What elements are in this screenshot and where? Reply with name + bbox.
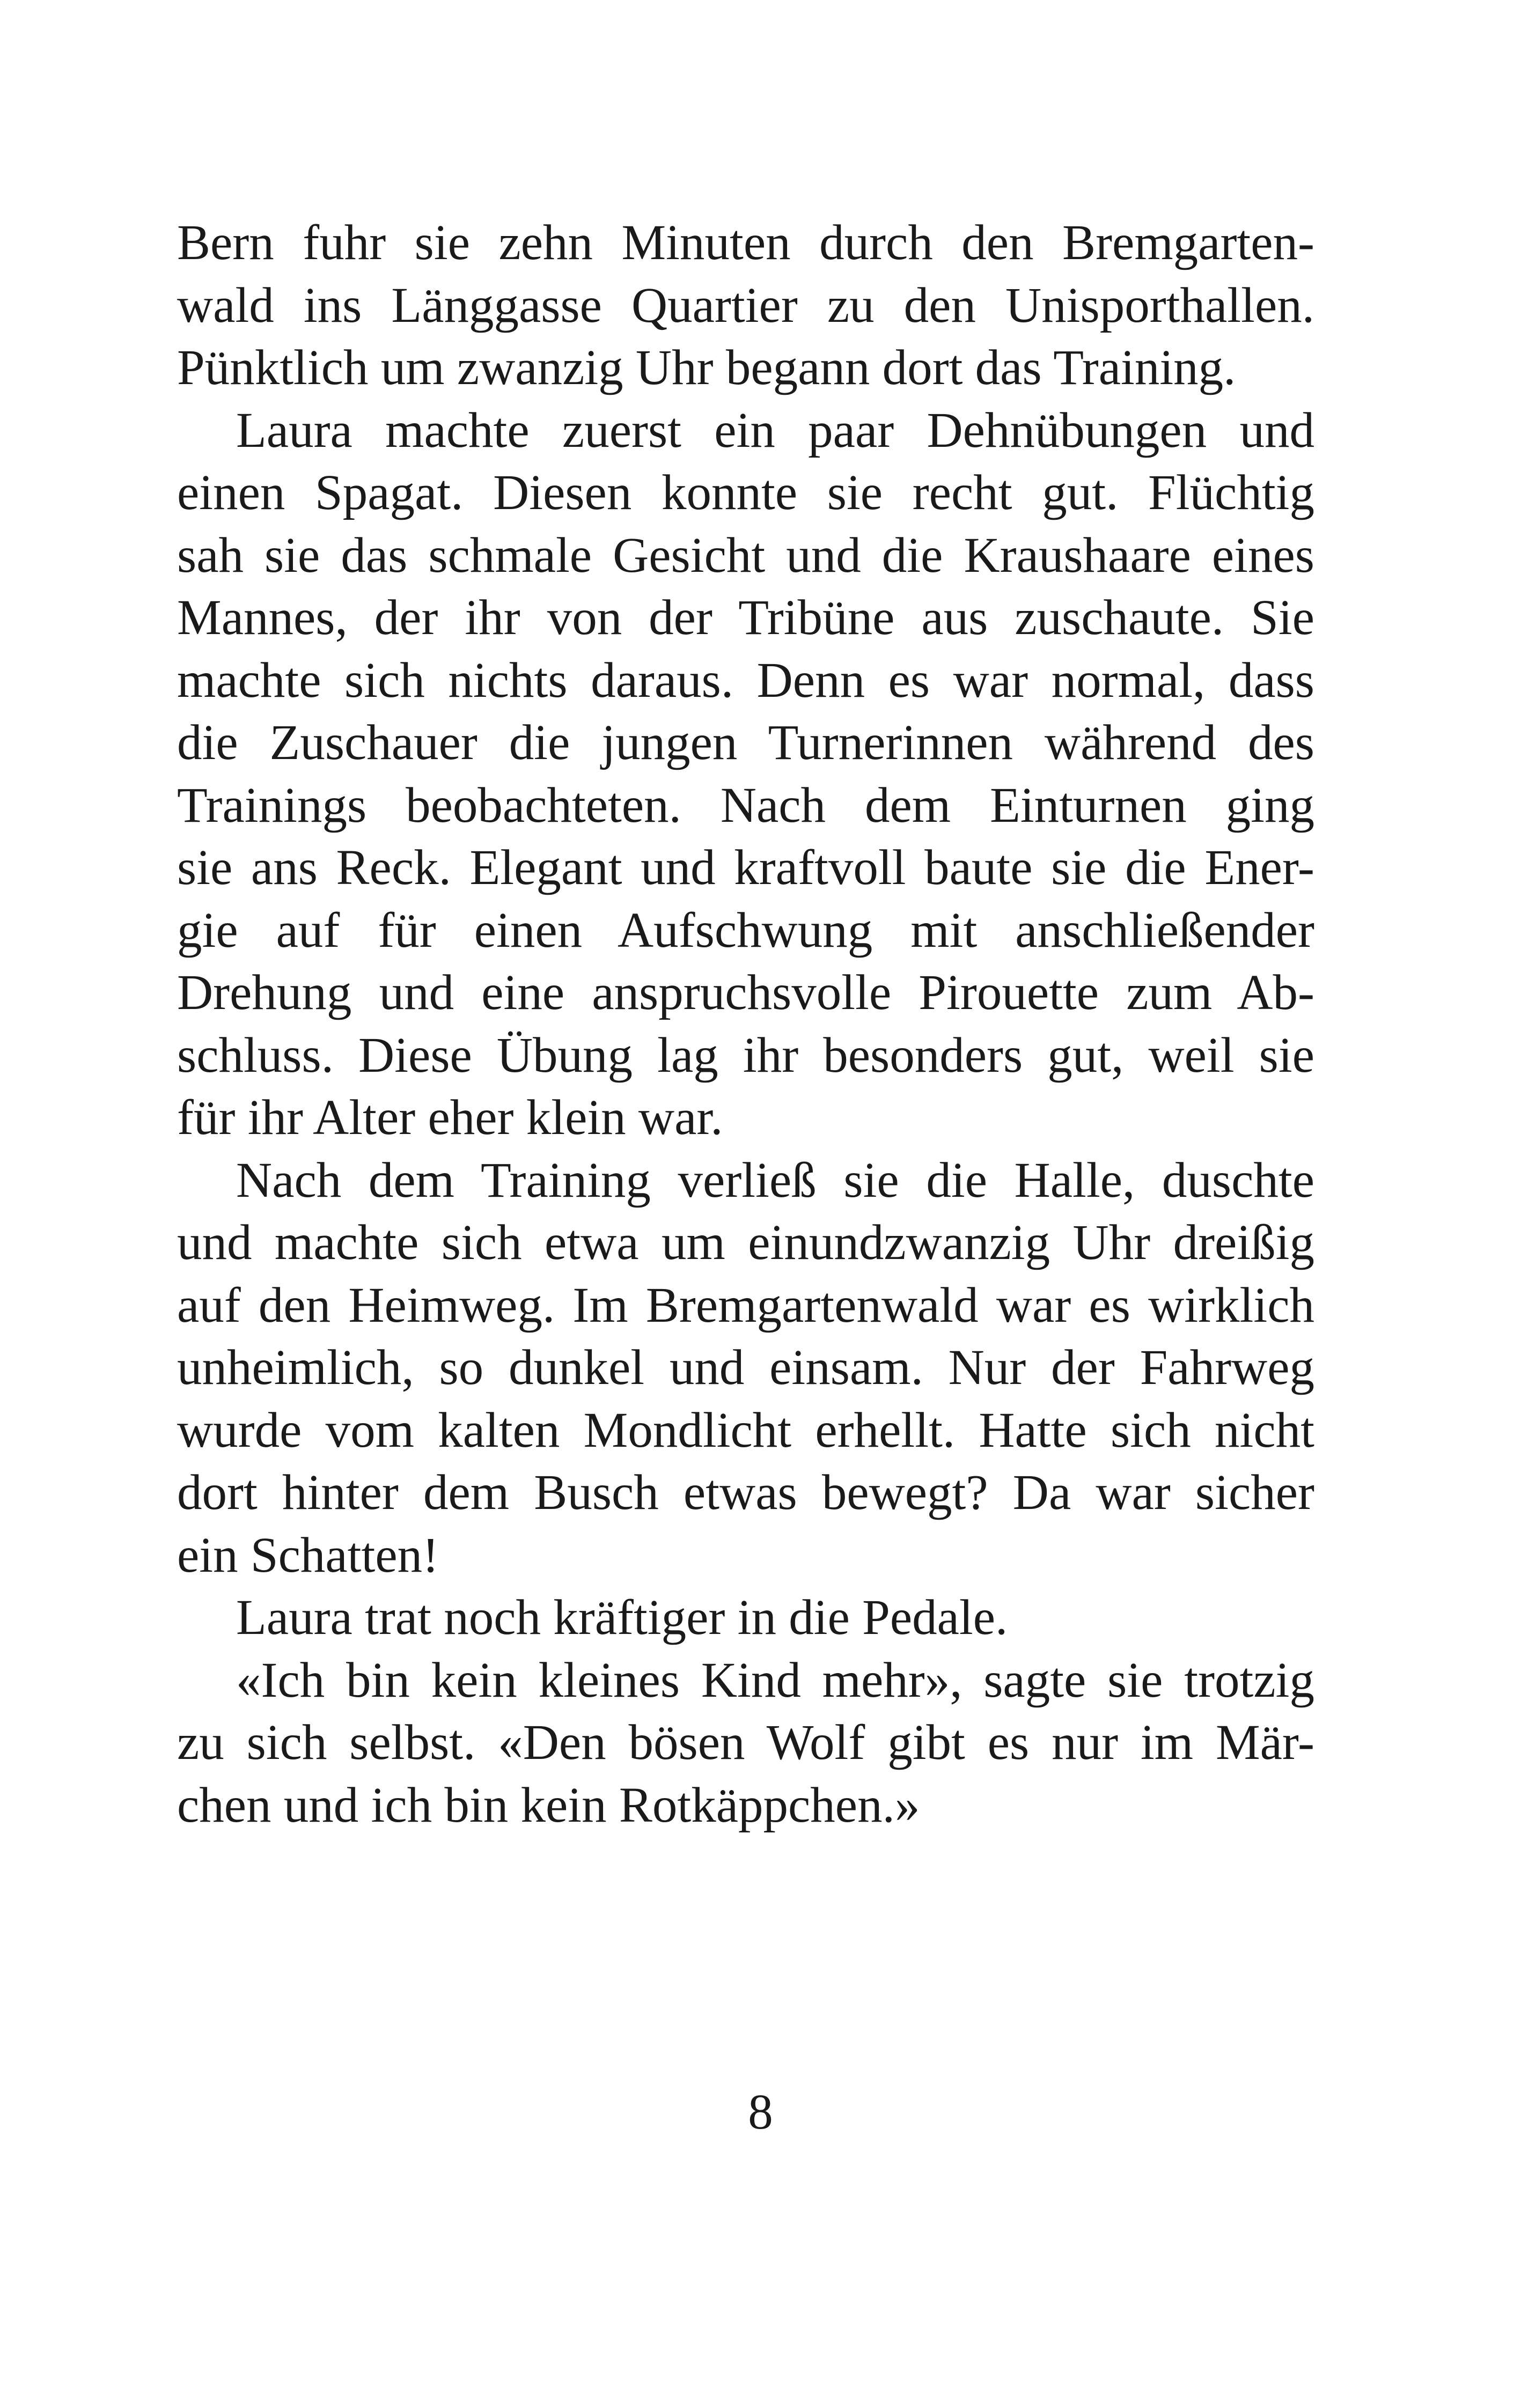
text-line: Bern fuhr sie zehn Minuten durch den Bremgarten- [177, 215, 1314, 270]
text-line: für ihr Alter eher klein war. [177, 1090, 723, 1145]
text-line: machte sich nichts daraus. Denn es war normal, dass [177, 652, 1314, 708]
text-line: einen Spagat. Diesen konnte sie recht gut. Flüchtig [177, 465, 1314, 520]
text-line: «Ich bin kein kleines Kind mehr», sagte sie trotzig [236, 1652, 1314, 1708]
text-line: Laura machte zuerst ein paar Dehnübungen und [236, 402, 1314, 458]
text-line: wald ins Länggasse Quartier zu den Unisporthallen. [177, 277, 1314, 333]
text-line: wurde vom kalten Mondlicht erhellt. Hatte sich nicht [177, 1402, 1314, 1458]
body-text [177, 212, 1314, 1837]
text-line: Mannes, der ihr von der Tribüne aus zuschaute. Sie [177, 590, 1314, 645]
text-line: Pünktlich um zwanzig Uhr begann dort das Training. [177, 340, 1236, 395]
text-line: zu sich selbst. «Den bösen Wolf gibt es nur im Mär- [177, 1715, 1314, 1770]
text-line: sah sie das schmale Gesicht und die Kraushaare eines [177, 527, 1314, 583]
text-line: gie auf für einen Aufschwung mit anschließender [177, 902, 1314, 958]
text-line: Nach dem Training verließ sie die Halle, duschte [236, 1152, 1314, 1208]
text-line: Laura trat noch kräftiger in die Pedale. [236, 1590, 1008, 1645]
text-line: sie ans Reck. Elegant und kraftvoll baute sie die Ener- [177, 840, 1314, 895]
text-line: ein Schatten! [177, 1527, 439, 1583]
text-line: die Zuschauer die jungen Turnerinnen während des [177, 715, 1314, 770]
text-line: auf den Heimweg. Im Bremgartenwald war es wirklich [177, 1277, 1314, 1333]
text-line: Drehung und eine anspruchsvolle Pirouette zum Ab- [177, 965, 1314, 1020]
text-line: unheimlich, so dunkel und einsam. Nur der Fahrweg [177, 1340, 1314, 1395]
text-line: und machte sich etwa um einundzwanzig Uhr dreißig [177, 1215, 1314, 1270]
text-line: dort hinter dem Busch etwas bewegt? Da war sicher [177, 1465, 1314, 1520]
text-line: Trainings beobachteten. Nach dem Einturnen ging [177, 777, 1314, 833]
text-line: schluss. Diese Übung lag ihr besonders gut, weil sie [177, 1027, 1314, 1083]
page-number: 8 [748, 2085, 773, 2140]
text-line: chen und ich bin kein Rotkäppchen.» [177, 1777, 920, 1833]
